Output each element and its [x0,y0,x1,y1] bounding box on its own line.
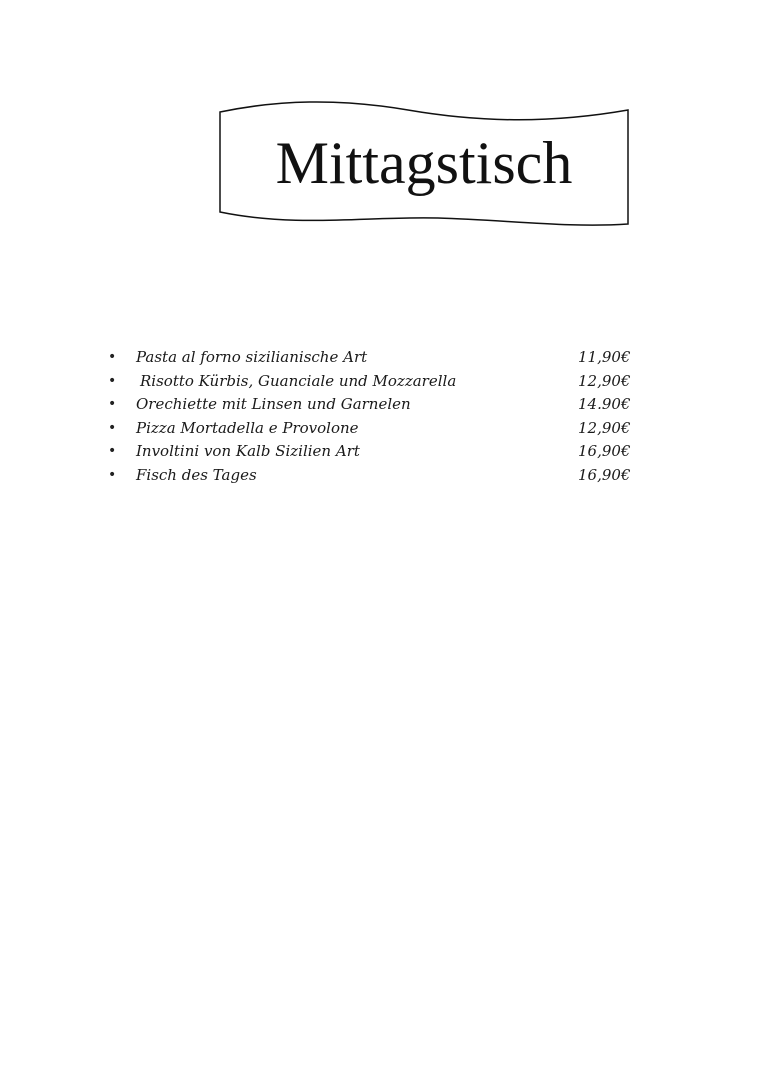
menu-list [108,346,648,487]
bullet-icon: • [108,419,117,436]
dish-name: Orechiette mit Linsen und Garnelen [136,395,411,414]
bullet-icon: • [108,396,117,413]
page-title: Mittagstisch [275,130,573,196]
menu-item [108,370,648,394]
menu-item [108,346,648,370]
dish-name: Involtini von Kalb Sizilien Art [136,442,360,461]
bullet-icon: • [108,349,117,366]
dish-price: 14.90€ [578,395,631,414]
title-banner [218,100,630,230]
dish-name: Risotto Kürbis, Guanciale und Mozzarella [140,371,457,390]
menu-item [108,393,648,417]
menu-item [108,440,648,464]
menu-item [108,464,648,488]
bullet-icon: • [108,443,117,460]
dish-price: 11,90€ [578,348,631,367]
dish-name: Fisch des Tages [136,465,257,484]
dish-price: 16,90€ [578,442,631,461]
dish-price: 16,90€ [578,465,631,484]
menu-item [108,417,648,441]
bullet-icon: • [108,372,117,389]
dish-price: 12,90€ [578,418,631,437]
bullet-icon: • [108,466,117,483]
dish-price: 12,90€ [578,371,631,390]
dish-name: Pasta al forno sizilianische Art [136,348,368,367]
dish-name: Pizza Mortadella e Provolone [136,418,359,437]
